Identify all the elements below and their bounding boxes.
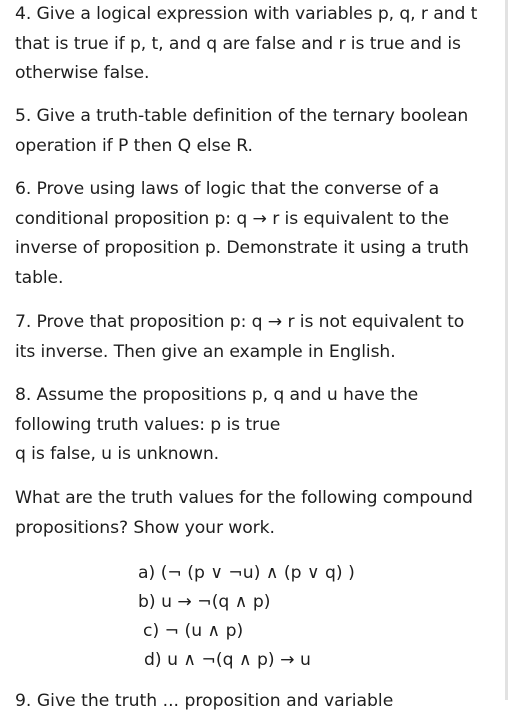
subpart-c: c) ¬ (u ∧ p) <box>143 621 244 641</box>
question-8: 8. Assume the propositions p, q and u have the following truth values: p is true q is false, u is unknown. <box>15 385 419 465</box>
question-8-prompt: What are the truth values for the following compound propositions? Show your work. <box>15 488 473 538</box>
question-7: 7. Prove that proposition p: q → r is not equivalent to its inverse. Then give an example in English. <box>15 312 465 362</box>
question-4: 4. Give a logical expression with variables p, q, r and t that is true if p, t, and q are false and r is true and is otherwise false. <box>15 4 478 84</box>
subpart-a: a) (¬ (p ∨ ¬u) ∧ (p ∨ q) ) <box>138 563 355 583</box>
question-9-cutoff: 9. Give the truth ... proposition and variable <box>15 691 394 711</box>
subpart-b: b) u → ¬(q ∧ p) <box>138 592 271 612</box>
question-6: 6. Prove using laws of logic that the converse of a conditional proposition p: q → r is equivalent to the inverse of proposition p. Demonstrate it using a truth table. <box>15 179 469 288</box>
subpart-d: d) u ∧ ¬(q ∧ p) → u <box>144 650 311 670</box>
question-5: 5. Give a truth-table definition of the ternary boolean operation if P then Q else R. <box>15 106 469 156</box>
